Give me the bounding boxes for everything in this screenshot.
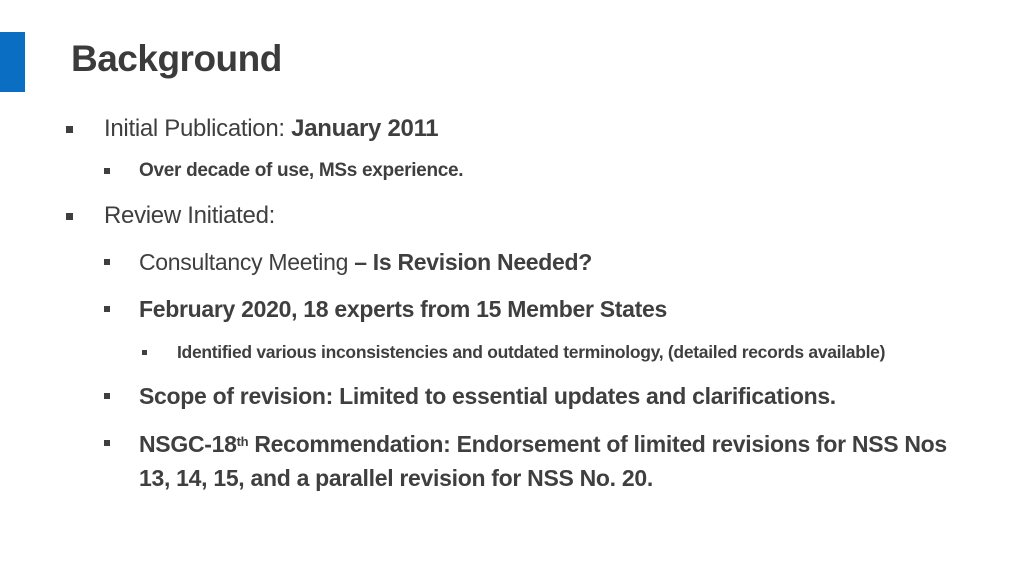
bullet-scope-of-revision xyxy=(104,383,836,410)
nsgc-line-2: 13, 14, 15, and a parallel revision for NSS No. 20. xyxy=(139,465,653,491)
bullet-decade-use xyxy=(104,160,463,182)
bullet-text: Identified various inconsistencies and outdated terminology, (detailed records available) xyxy=(177,342,886,362)
bullet-text: Initial Publication: January 2011 xyxy=(104,115,439,142)
bullet-text: Consultancy Meeting – Is Revision Needed? xyxy=(139,249,593,275)
bullet-text xyxy=(139,427,947,495)
slide-title: Background xyxy=(71,38,282,79)
bullet-text: Scope of revision: Limited to essential updates and clarifications. xyxy=(139,383,836,409)
square-bullet-icon xyxy=(104,259,110,265)
square-bullet-icon xyxy=(66,126,73,133)
square-bullet-icon xyxy=(142,350,147,355)
square-bullet-icon xyxy=(104,440,110,446)
bullet-identified-inconsistencies xyxy=(142,342,885,363)
bullet-february-2020 xyxy=(104,296,667,323)
accent-bar xyxy=(0,32,25,92)
bullet-text: Review Initiated: xyxy=(104,202,275,229)
bullet-text: Over decade of use, MSs experience. xyxy=(139,160,464,181)
nsgc-line-1: NSGC-18th Recommendation: Endorsement of limited revisions for NSS Nos xyxy=(139,431,947,457)
square-bullet-icon xyxy=(66,213,73,220)
bullet-text: February 2020, 18 experts from 15 Member States xyxy=(139,296,667,322)
square-bullet-icon xyxy=(104,168,110,174)
square-bullet-icon xyxy=(104,393,110,399)
square-bullet-icon xyxy=(104,306,110,312)
bullet-initial-publication xyxy=(66,115,438,143)
bullet-nsgc-recommendation xyxy=(104,427,947,495)
bullet-consultancy-meeting xyxy=(104,249,592,276)
bullet-review-initiated xyxy=(66,202,275,230)
